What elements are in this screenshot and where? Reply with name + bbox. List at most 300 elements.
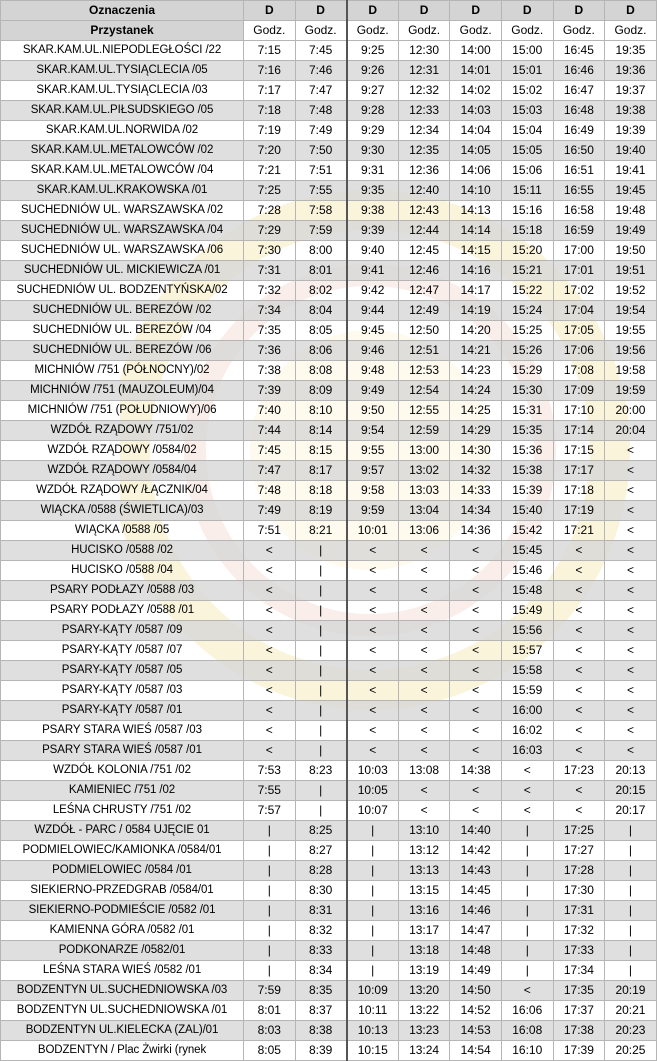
table-row xyxy=(1,101,657,121)
departure-time: | xyxy=(347,841,399,861)
departure-time: < xyxy=(450,561,502,581)
departure-time: 14:16 xyxy=(450,261,502,281)
stop-name: KAMIENIEC /751 /02 xyxy=(1,781,244,801)
departure-time: | xyxy=(295,801,347,821)
departure-time: < xyxy=(347,701,399,721)
departure-time: 7:32 xyxy=(244,281,296,301)
departure-time: 10:01 xyxy=(347,521,399,541)
departure-time: < xyxy=(450,801,502,821)
departure-time: 20:15 xyxy=(605,781,657,801)
table-row xyxy=(1,1041,657,1061)
table-row xyxy=(1,1001,657,1021)
departure-time: 9:46 xyxy=(347,341,399,361)
departure-time: 17:15 xyxy=(553,441,605,461)
departure-time: 9:59 xyxy=(347,501,399,521)
departure-time: < xyxy=(553,701,605,721)
departure-time: 7:51 xyxy=(244,521,296,541)
departure-time: 9:42 xyxy=(347,281,399,301)
stop-name: HUCISKO /0588 /02 xyxy=(1,541,244,561)
departure-time: | xyxy=(347,881,399,901)
departure-time: 8:25 xyxy=(295,821,347,841)
departure-time: 14:23 xyxy=(450,361,502,381)
table-row xyxy=(1,141,657,161)
departure-time: 14:52 xyxy=(450,1001,502,1021)
table-row xyxy=(1,781,657,801)
departure-time: < xyxy=(450,721,502,741)
departure-time: 7:31 xyxy=(244,261,296,281)
departure-time: 7:57 xyxy=(244,801,296,821)
departure-time: | xyxy=(347,901,399,921)
departure-time: | xyxy=(501,881,553,901)
departure-time: 8:05 xyxy=(295,321,347,341)
departure-time: 13:24 xyxy=(398,1041,450,1061)
departure-time: < xyxy=(450,541,502,561)
hour-label: Godz. xyxy=(501,21,553,41)
departure-time: 7:45 xyxy=(244,441,296,461)
table-row xyxy=(1,181,657,201)
departure-time: 14:42 xyxy=(450,841,502,861)
departure-time: 15:58 xyxy=(501,661,553,681)
table-row xyxy=(1,941,657,961)
departure-time: 12:50 xyxy=(398,321,450,341)
departure-time: 8:00 xyxy=(295,241,347,261)
departure-time: < xyxy=(605,641,657,661)
stop-name: WZDÓŁ RZĄDOWY /0584/04 xyxy=(1,461,244,481)
table-row xyxy=(1,521,657,541)
departure-time: 13:19 xyxy=(398,961,450,981)
departure-time: < xyxy=(605,461,657,481)
stop-name: SKAR.KAM.UL.METALOWCÓW /04 xyxy=(1,161,244,181)
departure-time: 13:08 xyxy=(398,761,450,781)
stop-name: SUCHEDNIÓW UL. BEREZÓW /02 xyxy=(1,301,244,321)
departure-time: 14:48 xyxy=(450,941,502,961)
stop-name: LEŚNA CHRUSTY /751 /02 xyxy=(1,801,244,821)
stop-name: SKAR.KAM.UL.TYSIĄCLECIA /05 xyxy=(1,61,244,81)
departure-time: 10:15 xyxy=(347,1041,399,1061)
departure-time: 19:58 xyxy=(605,361,657,381)
stop-name: PSARY PODŁAZY /0588 /03 xyxy=(1,581,244,601)
departure-time: < xyxy=(398,801,450,821)
departure-time: | xyxy=(605,961,657,981)
departure-time: 7:18 xyxy=(244,101,296,121)
departure-time: 17:30 xyxy=(553,881,605,901)
stop-name: SUCHEDNIÓW UL. BEREZÓW /04 xyxy=(1,321,244,341)
departure-time: 17:05 xyxy=(553,321,605,341)
departure-time: < xyxy=(398,561,450,581)
departure-time: 19:45 xyxy=(605,181,657,201)
departure-time: 7:38 xyxy=(244,361,296,381)
stop-name: PSARY-KĄTY /0587 /09 xyxy=(1,621,244,641)
departure-time: 14:50 xyxy=(450,981,502,1001)
course-code: D xyxy=(450,1,502,21)
departure-time: 12:34 xyxy=(398,121,450,141)
departure-time: | xyxy=(295,781,347,801)
departure-time: 8:28 xyxy=(295,861,347,881)
table-row xyxy=(1,441,657,461)
departure-time: < xyxy=(398,601,450,621)
departure-time: < xyxy=(605,601,657,621)
table-row xyxy=(1,81,657,101)
departure-time: 12:49 xyxy=(398,301,450,321)
table-row xyxy=(1,881,657,901)
table-row xyxy=(1,601,657,621)
departure-time: < xyxy=(244,541,296,561)
stop-name: MICHNIÓW /751 (PÓŁNOCNY)/02 xyxy=(1,361,244,381)
departure-time: 8:15 xyxy=(295,441,347,461)
departure-time: 7:19 xyxy=(244,121,296,141)
departure-time: 15:36 xyxy=(501,441,553,461)
departure-time: 12:45 xyxy=(398,241,450,261)
departure-time: < xyxy=(605,681,657,701)
departure-time: 17:09 xyxy=(553,381,605,401)
table-row xyxy=(1,161,657,181)
departure-time: 14:36 xyxy=(450,521,502,541)
departure-time: | xyxy=(501,921,553,941)
departure-time: 17:08 xyxy=(553,361,605,381)
departure-time: < xyxy=(450,681,502,701)
stop-name: KAMIENNA GÓRA /0582 /01 xyxy=(1,921,244,941)
departure-time: 9:39 xyxy=(347,221,399,241)
table-row xyxy=(1,481,657,501)
departure-time: 13:15 xyxy=(398,881,450,901)
departure-time: < xyxy=(501,801,553,821)
departure-time: 9:57 xyxy=(347,461,399,481)
departure-time: 17:01 xyxy=(553,261,605,281)
departure-time: 14:45 xyxy=(450,881,502,901)
departure-time: 8:01 xyxy=(295,261,347,281)
departure-time: < xyxy=(501,781,553,801)
departure-time: 9:49 xyxy=(347,381,399,401)
departure-time: 17:38 xyxy=(553,1021,605,1041)
departure-time: 16:55 xyxy=(553,181,605,201)
table-row xyxy=(1,561,657,581)
departure-time: 14:00 xyxy=(450,41,502,61)
departure-time: < xyxy=(347,681,399,701)
departure-time: | xyxy=(605,941,657,961)
stop-name: SUCHEDNIÓW UL. WARSZAWSKA /02 xyxy=(1,201,244,221)
departure-time: | xyxy=(244,941,296,961)
departure-time: | xyxy=(501,821,553,841)
departure-time: 14:19 xyxy=(450,301,502,321)
departure-time: 13:10 xyxy=(398,821,450,841)
departure-time: | xyxy=(244,921,296,941)
departure-time: 15:25 xyxy=(501,321,553,341)
departure-time: 16:48 xyxy=(553,101,605,121)
departure-time: 15:20 xyxy=(501,241,553,261)
departure-time: | xyxy=(347,961,399,981)
departure-time: | xyxy=(244,861,296,881)
departure-time: 7:28 xyxy=(244,201,296,221)
departure-time: 7:58 xyxy=(295,201,347,221)
departure-time: 15:04 xyxy=(501,121,553,141)
hour-label: Godz. xyxy=(398,21,450,41)
table-row xyxy=(1,661,657,681)
departure-time: 8:39 xyxy=(295,1041,347,1061)
departure-time: 13:03 xyxy=(398,481,450,501)
departure-time: 7:35 xyxy=(244,321,296,341)
departure-time: < xyxy=(605,501,657,521)
departure-time: < xyxy=(244,621,296,641)
stop-name: BODZENTYN UL.KIELECKA (ZAL)/01 xyxy=(1,1021,244,1041)
departure-time: | xyxy=(605,841,657,861)
designation-label: Oznaczenia xyxy=(1,1,244,21)
departure-time: 14:24 xyxy=(450,381,502,401)
stop-name: SKAR.KAM.UL.METALOWCÓW /02 xyxy=(1,141,244,161)
departure-time: 14:01 xyxy=(450,61,502,81)
table-row xyxy=(1,901,657,921)
departure-time: 8:35 xyxy=(295,981,347,1001)
departure-time: < xyxy=(553,541,605,561)
departure-time: 15:03 xyxy=(501,101,553,121)
departure-time: 10:05 xyxy=(347,781,399,801)
departure-time: 15:18 xyxy=(501,221,553,241)
departure-time: 13:23 xyxy=(398,1021,450,1041)
departure-time: 20:25 xyxy=(605,1041,657,1061)
departure-time: 19:54 xyxy=(605,301,657,321)
departure-time: 7:29 xyxy=(244,221,296,241)
departure-time: 20:21 xyxy=(605,1001,657,1021)
departure-time: | xyxy=(295,721,347,741)
departure-time: 16:59 xyxy=(553,221,605,241)
table-row xyxy=(1,281,657,301)
departure-time: 8:21 xyxy=(295,521,347,541)
departure-time: 7:40 xyxy=(244,401,296,421)
departure-time: 19:38 xyxy=(605,101,657,121)
hour-label: Godz. xyxy=(244,21,296,41)
departure-time: | xyxy=(244,961,296,981)
departure-time: 15:26 xyxy=(501,341,553,361)
departure-time: 13:04 xyxy=(398,501,450,521)
departure-time: 19:41 xyxy=(605,161,657,181)
departure-time: 8:19 xyxy=(295,501,347,521)
departure-time: 15:05 xyxy=(501,141,553,161)
departure-time: 16:45 xyxy=(553,41,605,61)
stop-name: SKAR.KAM.UL.TYSIĄCLECIA /03 xyxy=(1,81,244,101)
departure-time: < xyxy=(398,621,450,641)
stop-name: MICHNIÓW /751 (POŁUDNIOWY)/06 xyxy=(1,401,244,421)
table-row xyxy=(1,241,657,261)
departure-time: 12:47 xyxy=(398,281,450,301)
departure-time: | xyxy=(605,901,657,921)
departure-time: 15:48 xyxy=(501,581,553,601)
departure-time: 14:34 xyxy=(450,501,502,521)
departure-time: 9:40 xyxy=(347,241,399,261)
departure-time: 14:21 xyxy=(450,341,502,361)
departure-time: 16:47 xyxy=(553,81,605,101)
stop-name: PSARY-KĄTY /0587 /07 xyxy=(1,641,244,661)
departure-time: 8:03 xyxy=(244,1021,296,1041)
departure-time: 19:40 xyxy=(605,141,657,161)
departure-time: < xyxy=(347,721,399,741)
departure-time: 14:25 xyxy=(450,401,502,421)
departure-time: < xyxy=(501,761,553,781)
departure-time: 9:41 xyxy=(347,261,399,281)
departure-time: 8:04 xyxy=(295,301,347,321)
departure-time: 12:44 xyxy=(398,221,450,241)
departure-time: 9:58 xyxy=(347,481,399,501)
departure-time: 9:26 xyxy=(347,61,399,81)
table-row xyxy=(1,61,657,81)
departure-time: < xyxy=(605,581,657,601)
departure-time: 20:04 xyxy=(605,421,657,441)
departure-time: 7:47 xyxy=(295,81,347,101)
departure-time: 15:38 xyxy=(501,461,553,481)
course-code: D xyxy=(605,1,657,21)
departure-time: | xyxy=(295,641,347,661)
stop-name: PSARY STARA WIEŚ /0587 /01 xyxy=(1,741,244,761)
departure-time: 9:50 xyxy=(347,401,399,421)
departure-time: 19:49 xyxy=(605,221,657,241)
departure-time: 7:36 xyxy=(244,341,296,361)
departure-time: 9:28 xyxy=(347,101,399,121)
departure-time: | xyxy=(605,821,657,841)
departure-time: 17:14 xyxy=(553,421,605,441)
departure-time: 20:19 xyxy=(605,981,657,1001)
departure-time: < xyxy=(553,741,605,761)
departure-time: 7:59 xyxy=(244,981,296,1001)
stop-name: SKAR.KAM.UL.NORWIDA /02 xyxy=(1,121,244,141)
departure-time: 10:13 xyxy=(347,1021,399,1041)
table-row xyxy=(1,201,657,221)
stop-name: PODKONARZE /0582/01 xyxy=(1,941,244,961)
departure-time: 7:21 xyxy=(244,161,296,181)
table-row xyxy=(1,341,657,361)
stop-name: BODZENTYN UL.SUCHEDNIOWSKA /03 xyxy=(1,981,244,1001)
departure-time: 14:10 xyxy=(450,181,502,201)
departure-time: < xyxy=(605,661,657,681)
departure-time: 13:06 xyxy=(398,521,450,541)
stop-name: WZDÓŁ RZĄDOWY /751/02 xyxy=(1,421,244,441)
departure-time: < xyxy=(244,581,296,601)
departure-time: < xyxy=(605,701,657,721)
departure-time: < xyxy=(553,721,605,741)
departure-time: < xyxy=(398,541,450,561)
stop-name: SUCHEDNIÓW UL. WARSZAWSKA /06 xyxy=(1,241,244,261)
departure-time: | xyxy=(295,541,347,561)
departure-time: 13:22 xyxy=(398,1001,450,1021)
departure-time: 13:20 xyxy=(398,981,450,1001)
departure-time: 13:17 xyxy=(398,921,450,941)
departure-time: 14:29 xyxy=(450,421,502,441)
table-row xyxy=(1,761,657,781)
departure-time: 8:37 xyxy=(295,1001,347,1021)
departure-time: 7:49 xyxy=(295,121,347,141)
departure-time: < xyxy=(398,721,450,741)
hour-label: Godz. xyxy=(295,21,347,41)
departure-time: | xyxy=(295,661,347,681)
departure-time: < xyxy=(605,481,657,501)
stop-name: LEŚNA STARA WIEŚ /0582 /01 xyxy=(1,961,244,981)
departure-time: 7:49 xyxy=(244,501,296,521)
departure-time: 7:44 xyxy=(244,421,296,441)
departure-time: 9:30 xyxy=(347,141,399,161)
departure-time: 12:51 xyxy=(398,341,450,361)
departure-time: 10:03 xyxy=(347,761,399,781)
departure-time: 9:31 xyxy=(347,161,399,181)
departure-time: 9:38 xyxy=(347,201,399,221)
stop-name: WZDÓŁ RZĄDOWY /0584/02 xyxy=(1,441,244,461)
departure-time: | xyxy=(244,821,296,841)
departure-time: 12:54 xyxy=(398,381,450,401)
departure-time: < xyxy=(501,981,553,1001)
table-row xyxy=(1,41,657,61)
departure-time: 10:09 xyxy=(347,981,399,1001)
departure-time: < xyxy=(347,661,399,681)
stop-name: SUCHEDNIÓW UL. MICKIEWICZA /01 xyxy=(1,261,244,281)
departure-time: 17:18 xyxy=(553,481,605,501)
hour-label: Godz. xyxy=(450,21,502,41)
departure-time: 16:46 xyxy=(553,61,605,81)
departure-time: 14:47 xyxy=(450,921,502,941)
departure-time: < xyxy=(605,721,657,741)
departure-time: 12:33 xyxy=(398,101,450,121)
departure-time: 12:35 xyxy=(398,141,450,161)
departure-time: 9:25 xyxy=(347,41,399,61)
departure-time: 20:13 xyxy=(605,761,657,781)
departure-time: 12:43 xyxy=(398,201,450,221)
departure-time: < xyxy=(450,781,502,801)
departure-time: 7:51 xyxy=(295,161,347,181)
departure-time: 9:54 xyxy=(347,421,399,441)
table-row xyxy=(1,981,657,1001)
departure-time: < xyxy=(244,741,296,761)
departure-time: 17:34 xyxy=(553,961,605,981)
stop-name: HUCISKO /0588 /04 xyxy=(1,561,244,581)
departure-time: 17:21 xyxy=(553,521,605,541)
departure-time: 8:02 xyxy=(295,281,347,301)
departure-time: 16:49 xyxy=(553,121,605,141)
departure-time: < xyxy=(605,561,657,581)
table-row xyxy=(1,821,657,841)
header-row-stop xyxy=(1,21,657,41)
departure-time: < xyxy=(244,561,296,581)
departure-time: 14:06 xyxy=(450,161,502,181)
table-row xyxy=(1,501,657,521)
departure-time: 12:53 xyxy=(398,361,450,381)
departure-time: 8:06 xyxy=(295,341,347,361)
table-row xyxy=(1,641,657,661)
table-row xyxy=(1,321,657,341)
departure-time: 17:19 xyxy=(553,501,605,521)
departure-time: < xyxy=(450,601,502,621)
table-row xyxy=(1,841,657,861)
departure-time: < xyxy=(398,701,450,721)
departure-time: 14:15 xyxy=(450,241,502,261)
departure-time: 14:43 xyxy=(450,861,502,881)
stop-name: PODMIELOWIEC/KAMIONKA /0584/01 xyxy=(1,841,244,861)
departure-time: 14:14 xyxy=(450,221,502,241)
departure-time: 19:39 xyxy=(605,121,657,141)
table-row xyxy=(1,801,657,821)
departure-time: | xyxy=(605,861,657,881)
departure-time: 7:55 xyxy=(295,181,347,201)
departure-time: 8:32 xyxy=(295,921,347,941)
course-code: D xyxy=(347,1,399,21)
departure-time: < xyxy=(398,641,450,661)
departure-time: 8:09 xyxy=(295,381,347,401)
departure-time: | xyxy=(501,961,553,981)
departure-time: < xyxy=(244,681,296,701)
stop-name: PSARY STARA WIEŚ /0587 /03 xyxy=(1,721,244,741)
departure-time: 14:38 xyxy=(450,761,502,781)
table-row xyxy=(1,701,657,721)
departure-time: < xyxy=(450,701,502,721)
departure-time: 13:13 xyxy=(398,861,450,881)
departure-time: 15:46 xyxy=(501,561,553,581)
departure-time: 7:34 xyxy=(244,301,296,321)
departure-time: 14:20 xyxy=(450,321,502,341)
stop-name: WZDÓŁ KOLONIA /751 /02 xyxy=(1,761,244,781)
